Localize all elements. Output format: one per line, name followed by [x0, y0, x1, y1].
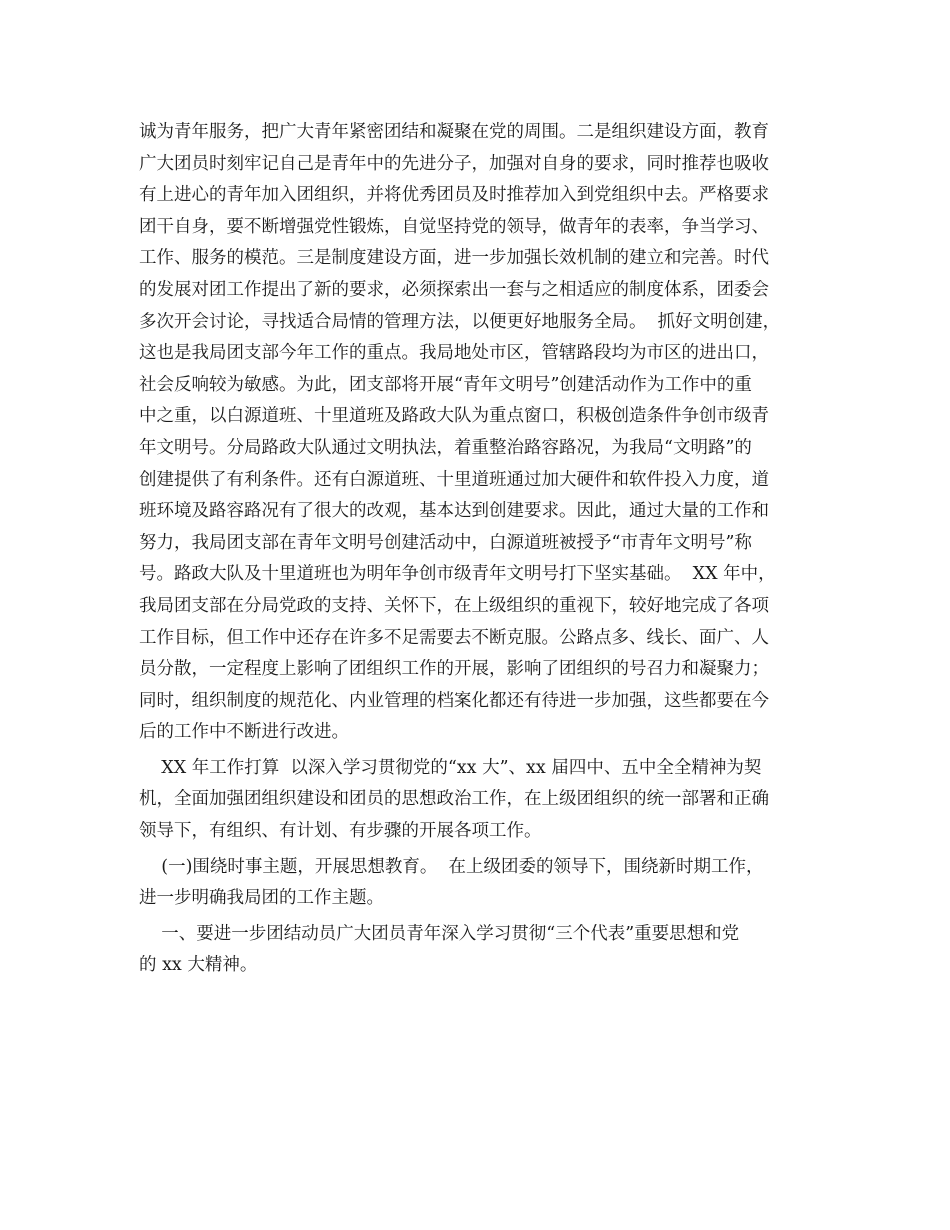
- text-line: 后的工作中不断进行改进。: [139, 722, 349, 743]
- text-line: 中之重，以白源道班、十里道班及路政大队为重点窗口，积极创造条件争创市级青: [139, 406, 769, 427]
- text-line: 这也是我局团支部今年工作的重点。我局地处市区，管辖路段均为市区的进出口，: [139, 343, 769, 364]
- text-line: XX 年工作打算 以深入学习贯彻党的“xx 大”、xx 届四中、五中全全精神为契: [139, 757, 762, 778]
- text-line: 社会反响较为敏感。为此，团支部将开展“青年文明号”创建活动作为工作中的重: [139, 374, 752, 395]
- text-line: 号。路政大队及十里道班也为明年争创市级青年文明号打下坚实基础。 XX 年中，: [139, 564, 776, 585]
- text-line: 领导下，有组织、有计划、有步骤的开展各项工作。: [139, 821, 542, 842]
- text-line: 有上进心的青年加入团组织，并将优秀团员及时推荐加入到党组织中去。严格要求: [139, 185, 769, 206]
- text-line: (一)围绕时事主题，开展思想教育。 在上级团委的领导下，围绕新时期工作，: [139, 856, 764, 877]
- text-line: 诚为青年服务，把广大青年紧密团结和凝聚在党的周围。二是组织建设方面，教育: [139, 122, 769, 142]
- text-line: 广大团员时刻牢记自己是青年中的先进分子，加强对自身的要求，同时推荐也吸收: [139, 153, 769, 174]
- text-line: 机，全面加强团组织建设和团员的思想政治工作，在上级团组织的统一部署和正确: [139, 789, 769, 810]
- text-line: 创建提供了有利条件。还有白源道班、十里道班通过加大硬件和软件投入力度，道: [139, 469, 769, 490]
- text-line: 同时，组织制度的规范化、内业管理的档案化都还有待进一步加强，这些都要在今: [139, 690, 769, 711]
- text-line: 工作目标，但工作中还存在许多不足需要去不断克服。公路点多、线长、面广、人: [139, 627, 769, 648]
- text-line: 努力，我局团支部在青年文明号创建活动中，白源道班被授予“市青年文明号”称: [139, 532, 752, 553]
- text-line: 多次开会讨论，寻找适合局情的管理方法，以便更好地服务全局。 抓好文明创建，: [139, 311, 781, 332]
- text-line: 的发展对团工作提出了新的要求，必须探索出一套与之相适应的制度体系，团委会: [139, 279, 769, 300]
- text-line: 我局团支部在分局党政的支持、关怀下，在上级组织的重视下，较好地完成了各项: [139, 595, 769, 616]
- text-line: 班环境及路容路况有了很大的改观，基本达到创建要求。因此，通过大量的工作和: [139, 501, 769, 522]
- text-line: 一、要进一步团结动员广大团员青年深入学习贯彻“三个代表”重要思想和党: [139, 923, 740, 944]
- paragraph-section-one: [139, 852, 829, 915]
- text-line: 进一步明确我局团的工作主题。: [139, 888, 384, 909]
- text-line: 工作、服务的模范。三是制度建设方面，进一步加强长效机制的建立和完善。时代: [139, 248, 769, 269]
- text-line: 的 xx 大精神。: [139, 955, 258, 976]
- paragraph-item-one: [139, 919, 829, 982]
- text-line: 员分散，一定程度上影响了团组织工作的开展，影响了团组织的号召力和凝聚力；: [139, 659, 769, 680]
- paragraph-work-plan: [139, 753, 829, 848]
- paragraph-work-summary: [139, 117, 829, 749]
- text-line: 年文明号。分局路政大队通过文明执法，着重整治路容路况，为我局“文明路”的: [139, 437, 752, 458]
- text-line: 团干自身，要不断增强党性锻炼，自觉坚持党的领导，做青年的表率，争当学习、: [139, 216, 769, 237]
- document-body: [139, 117, 829, 982]
